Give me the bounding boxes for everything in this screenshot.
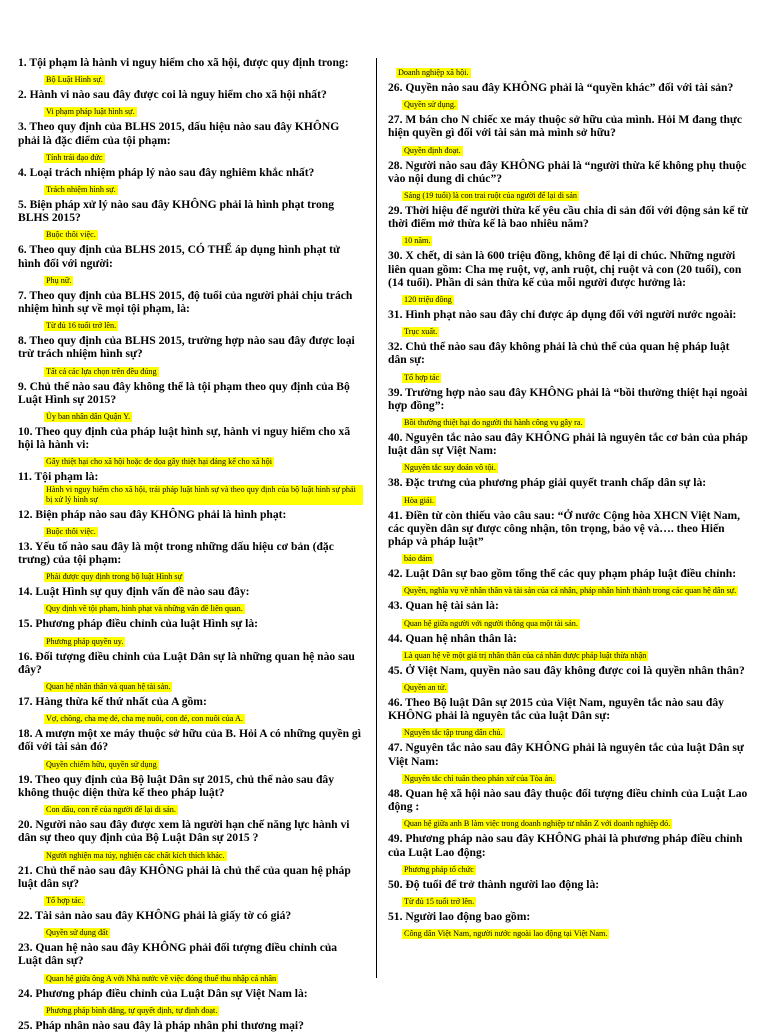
question-text: 50. Độ tuổi để trở thành người lao động là:: [388, 877, 600, 891]
question-item: [388, 249, 750, 307]
question-text: 28. Người nào sau đây KHÔNG phải là “người thừa kế không phụ thuộc vào nội dung di chúc”?: [388, 158, 747, 185]
question-item: [388, 567, 750, 598]
question-item: [18, 198, 363, 242]
question-item: [388, 62, 750, 80]
answer-highlight: Buộc thôi việc.: [46, 526, 96, 536]
answer-highlight: Nguyên tắc suy đoán vô tội.: [404, 463, 496, 473]
answer-highlight: Quyền sử dụng đất: [46, 928, 108, 938]
question-item: [388, 204, 750, 248]
question-item: [18, 585, 363, 616]
answer-highlight: Nguyên tắc chỉ tuân theo phán xử của Tòa án.: [404, 773, 555, 783]
question-item: [388, 832, 750, 876]
question-item: [18, 864, 363, 908]
answer-highlight: Quyền, nghĩa vụ về nhân thân và tài sản của cá nhân, pháp nhân hình thành trong các quan hệ dân sự.: [404, 586, 737, 596]
question-item: [388, 476, 750, 507]
answer-highlight: Bộ Luật Hình sự.: [46, 75, 103, 85]
question-item: [18, 334, 363, 378]
question-text: 13. Yếu tố nào sau đây là một trong những dấu hiệu cơ bản (đặc trưng) của tội phạm:: [18, 539, 334, 567]
question-item: [18, 425, 363, 469]
question-text: 39. Trường hợp nào sau đây KHÔNG phải là “bồi thường thiệt hại ngoài hợp đồng”:: [388, 385, 748, 412]
question-text: 11. Tội phạm là:: [18, 470, 99, 484]
question-item: [18, 909, 363, 940]
question-text: 27. M bán cho N chiếc xe máy thuộc sở hữu của mình. Hỏi M đang thực hiện quyền gì đối với tài sản mà mình sở hữu?: [388, 113, 742, 140]
right-column: [388, 62, 750, 942]
question-text: 42. Luật Dân sự bao gồm tổng thể các quy phạm pháp luật điều chỉnh:: [388, 567, 737, 581]
answer-highlight: Tổ hợp tác: [404, 372, 440, 382]
question-item: [388, 599, 750, 630]
question-text: 15. Phương pháp điều chỉnh của luật Hình sự là:: [18, 617, 259, 631]
question-item: [388, 509, 750, 567]
question-text: 19. Theo quy định của Bộ luật Dân sự 2015, chủ thể nào sau đây không thuộc diện thừa kế theo pháp luật?: [18, 772, 334, 799]
question-item: [388, 113, 750, 157]
answer-highlight: Quyền định đoạt.: [404, 145, 461, 155]
question-text: 12. Biện pháp nào sau đây KHÔNG phải là hình phạt:: [18, 507, 287, 521]
answer-highlight: Nguyên tắc tập trung dân chủ.: [404, 728, 503, 738]
left-column: [18, 56, 363, 1033]
question-text: 20. Người nào sau đây được xem là người hạn chế năng lực hành vi dân sự theo quy định của Bộ Luật Dân sự 2015 ?: [18, 818, 350, 845]
answer-highlight: Quy định về tội phạm, hình phạt và những vấn đề liên quan.: [46, 604, 243, 614]
question-text: 18. A mượn một xe máy thuộc sở hữu của B. Hỏi A có những quyền gì đối với tài sản đó?: [18, 727, 361, 754]
answer-highlight: Hòa giải.: [404, 495, 435, 505]
answer-highlight: Doanh nghiệp xã hội.: [398, 68, 469, 77]
question-text: 7. Theo quy định của BLHS 2015, độ tuổi của người phải chịu trách nhiệm hình sự về mọi tội phạm, là:: [18, 288, 353, 316]
answer-highlight: Phải được quy định trong bộ luật Hình sự: [46, 572, 183, 582]
answer-highlight: Ủy ban nhân dân Quận Y.: [46, 412, 131, 422]
question-item: [388, 81, 750, 112]
question-item: [18, 289, 363, 333]
answer-highlight: Quyền an tử.: [404, 683, 447, 693]
answer-highlight: Sáng (19 tuổi) là con trai ruột của người để lại di sản: [404, 191, 577, 201]
question-item: [18, 727, 363, 771]
question-item: [18, 773, 363, 817]
question-item: [18, 166, 363, 197]
question-text: 45. Ở Việt Nam, quyền nào sau đây không được coi là quyền nhân thân?: [388, 663, 745, 677]
question-text: 2. Hành vi nào sau đây được coi là nguy hiểm cho xã hội nhất?: [18, 88, 327, 102]
answer-highlight: Bồi thường thiệt hại do người thi hành công vụ gây ra.: [404, 418, 583, 428]
question-item: [388, 910, 750, 941]
question-item: [18, 617, 363, 648]
answer-highlight: Tính trái đạo đức: [46, 152, 103, 162]
question-item: [388, 632, 750, 663]
answer-highlight: Là quan hệ về một giá trị nhân thân của cá nhân được pháp luật thừa nhận: [404, 650, 647, 660]
answer-highlight: Trách nhiệm hình sự.: [46, 185, 116, 195]
question-text: 1. Tội phạm là hành vi nguy hiểm cho xã hội, được quy định trong:: [18, 56, 349, 69]
question-text: 51. Người lao động bao gồm:: [388, 909, 531, 923]
question-text: 49. Phương pháp nào sau đây KHÔNG phải là phương pháp điều chỉnh của Luật Lao động:: [388, 832, 743, 859]
answer-highlight: Vợ, chồng, cha mẹ đẻ, cha mẹ nuôi, con đẻ, con nuôi của A.: [46, 714, 243, 724]
question-item: [18, 695, 363, 726]
question-text: 40. Nguyên tắc nào sau đây KHÔNG phải là nguyên tắc cơ bản của pháp luật dân sự Việt Nam:: [388, 431, 748, 458]
column-divider: [376, 58, 377, 978]
question-item: [388, 878, 750, 909]
question-text: 29. Thời hiệu để người thừa kế yêu cầu chia di sản đối với động sản kể từ thời điểm mở thừa kế là bao nhiêu năm?: [388, 204, 749, 231]
answer-highlight: Con dâu, con rể của người để lại di sản.: [46, 805, 176, 815]
question-item: [388, 386, 750, 430]
question-text: 46. Theo Bộ luật Dân sự 2015 của Việt Nam, nguyên tắc nào sau đây KHÔNG phải là nguyên tắc của luật Dân sự:: [388, 696, 724, 723]
answer-highlight: Gây thiệt hại cho xã hội hoặc đe dọa gây thiệt hại đáng kể cho xã hội: [46, 457, 272, 467]
question-item: [18, 120, 363, 164]
answer-highlight: Hành vi nguy hiểm cho xã hội, trái pháp luật hình sự và theo quy định của bộ luật hình sự phải bị xử lý hình sự: [44, 485, 363, 505]
answer-highlight: Công dân Việt Nam, người nước ngoài lao động tại Việt Nam.: [404, 929, 608, 939]
answer-highlight: Tổ hợp tác.: [46, 895, 84, 905]
answer-highlight: Quan hệ giữa người với người thông qua một tài sản.: [404, 618, 578, 628]
question-text: 41. Điền từ còn thiếu vào câu sau: “Ở nước Cộng hòa XHCN Việt Nam, các quyền dân sự được công nhận, tôn trọng, bảo vệ và…. theo Hiến pháp và pháp luật”: [388, 508, 741, 549]
question-text: 14. Luật Hình sự quy định vấn đề nào sau đây:: [18, 585, 250, 599]
question-item: [18, 941, 363, 985]
answer-highlight: 10 năm.: [404, 236, 431, 246]
question-text: 21. Chủ thể nào sau đây KHÔNG phải là chủ thể của quan hệ pháp luật dân sự?: [18, 863, 351, 890]
answer-highlight: 120 triệu đồng: [404, 295, 452, 305]
question-item: [18, 1019, 363, 1032]
answer-highlight: Từ đủ 16 tuổi trở lên.: [46, 321, 117, 331]
question-item: [18, 470, 363, 506]
question-item: [18, 818, 363, 862]
question-text: 43. Quan hệ tài sản là:: [388, 599, 499, 613]
question-item: [388, 308, 750, 339]
answer-highlight: Vi phạm pháp luật hình sự.: [46, 107, 135, 117]
answer-highlight: Trục xuất.: [404, 327, 438, 337]
answer-highlight: Quan hệ giữa anh B làm việc trong doanh nghiệp tư nhân Z với doanh nghiệp đó.: [404, 819, 671, 829]
question-text: 24. Phương pháp điều chỉnh của Luật Dân sự Việt Nam là:: [18, 986, 308, 1000]
question-item: [18, 88, 363, 119]
question-item: [388, 340, 750, 384]
answer-highlight: Quan hệ nhân thân và quan hệ tài sản.: [46, 682, 171, 692]
question-text: 8. Theo quy định của BLHS 2015, trường hợp nào sau đây được loại trừ trách nhiệm hình sự?: [18, 334, 355, 361]
question-item: [18, 650, 363, 694]
question-item: [18, 56, 363, 87]
answer-highlight: Phương pháp bình đẳng, tự quyết định, tự định đoạt.: [46, 1005, 218, 1015]
answer-highlight: Tất cả các lựa chọn trên đều đúng: [46, 366, 157, 376]
answer-highlight: Buộc thôi việc.: [46, 230, 96, 240]
question-item: [388, 696, 750, 740]
question-item: [18, 380, 363, 424]
question-text: 31. Hình phạt nào sau đây chỉ được áp dụng đối với người nước ngoài:: [388, 308, 737, 322]
question-text: 10. Theo quy định của pháp luật hình sự, hành vi nguy hiểm cho xã hội là hành vi:: [18, 425, 351, 452]
question-item: [18, 508, 363, 539]
question-text: 23. Quan hệ nào sau đây KHÔNG phải đối tượng điều chỉnh của Luật dân sự?: [18, 941, 338, 968]
answer-highlight: Phương pháp tổ chức: [404, 864, 474, 874]
question-text: 30. X chết, di sản là 600 triệu đồng, không để lại di chúc. Những người liên quan gồm: Cha mẹ ruột, vợ, anh ruột, chị ruột và con (20 tuổi), con (14 tuổi). Phần di sản thừa kế của mỗi người được hưởng là:: [388, 249, 742, 289]
question-text: 4. Loại trách nhiệm pháp lý nào sau đây nghiêm khắc nhất?: [18, 165, 315, 179]
question-text: 25. Pháp nhân nào sau đây là pháp nhân phi thương mại?: [18, 1018, 304, 1032]
question-item: [18, 243, 363, 287]
question-item: [18, 540, 363, 584]
answer-highlight: Phụ nữ.: [46, 275, 72, 285]
question-text: 3. Theo quy định của BLHS 2015, dấu hiệu nào sau đây KHÔNG phải là đặc điểm của tội phạm:: [18, 120, 340, 147]
answer-highlight: Quyền sử dụng.: [404, 100, 456, 110]
answer-highlight: Người nghiện ma túy, nghiện các chất kích thích khác.: [46, 850, 225, 860]
question-text: 9. Chủ thể nào sau đây không thể là tội phạm theo quy định của Bộ Luật Hình sự 2015?: [18, 379, 350, 406]
question-item: [388, 664, 750, 695]
question-item: [388, 741, 750, 785]
answer-highlight: Quyền chiếm hữu, quyền sử dụng: [46, 759, 157, 769]
answer-highlight: bảo đảm: [404, 554, 432, 564]
question-text: 48. Quan hệ xã hội nào sau đây thuộc đối tượng điều chỉnh của Luật Lao động :: [388, 786, 748, 814]
question-item: [388, 159, 750, 203]
question-item: [18, 987, 363, 1018]
question-text: 44. Quan hệ nhân thân là:: [388, 631, 517, 645]
question-text: 38. Đặc trưng của phương pháp giải quyết tranh chấp dân sự là:: [388, 476, 707, 490]
question-text: 16. Đối tượng điều chỉnh của Luật Dân sự là những quan hệ nào sau đây?: [18, 649, 355, 676]
question-item: [388, 431, 750, 475]
question-text: 26. Quyền nào sau đây KHÔNG phải là “quyền khác” đối với tài sản?: [388, 81, 734, 94]
question-text: 47. Nguyên tắc nào sau đây KHÔNG phải là nguyên tắc của luật Dân sự Việt Nam:: [388, 741, 744, 768]
question-text: 17. Hàng thừa kế thứ nhất của A gồm:: [18, 695, 207, 709]
question-text: 22. Tài sản nào sau đây KHÔNG phải là giấy tờ có giá?: [18, 908, 292, 922]
answer-highlight: Quan hệ giữa ông A với Nhà nước về việc đóng thuế thu nhập cá nhân: [46, 973, 277, 983]
answer-highlight: Phương pháp quyền uy.: [46, 636, 124, 646]
question-text: 5. Biện pháp xử lý nào sau đây KHÔNG phải là hình phạt trong BLHS 2015?: [18, 198, 335, 225]
answer-highlight: Từ đủ 15 tuổi trở lên.: [404, 896, 475, 906]
question-text: 32. Chủ thể nào sau đây không phải là chủ thể của quan hệ pháp luật dân sự:: [388, 340, 730, 367]
question-text: 6. Theo quy định của BLHS 2015, CÓ THỂ áp dụng hình phạt tử hình đối với người:: [18, 243, 340, 270]
question-item: [388, 787, 750, 831]
